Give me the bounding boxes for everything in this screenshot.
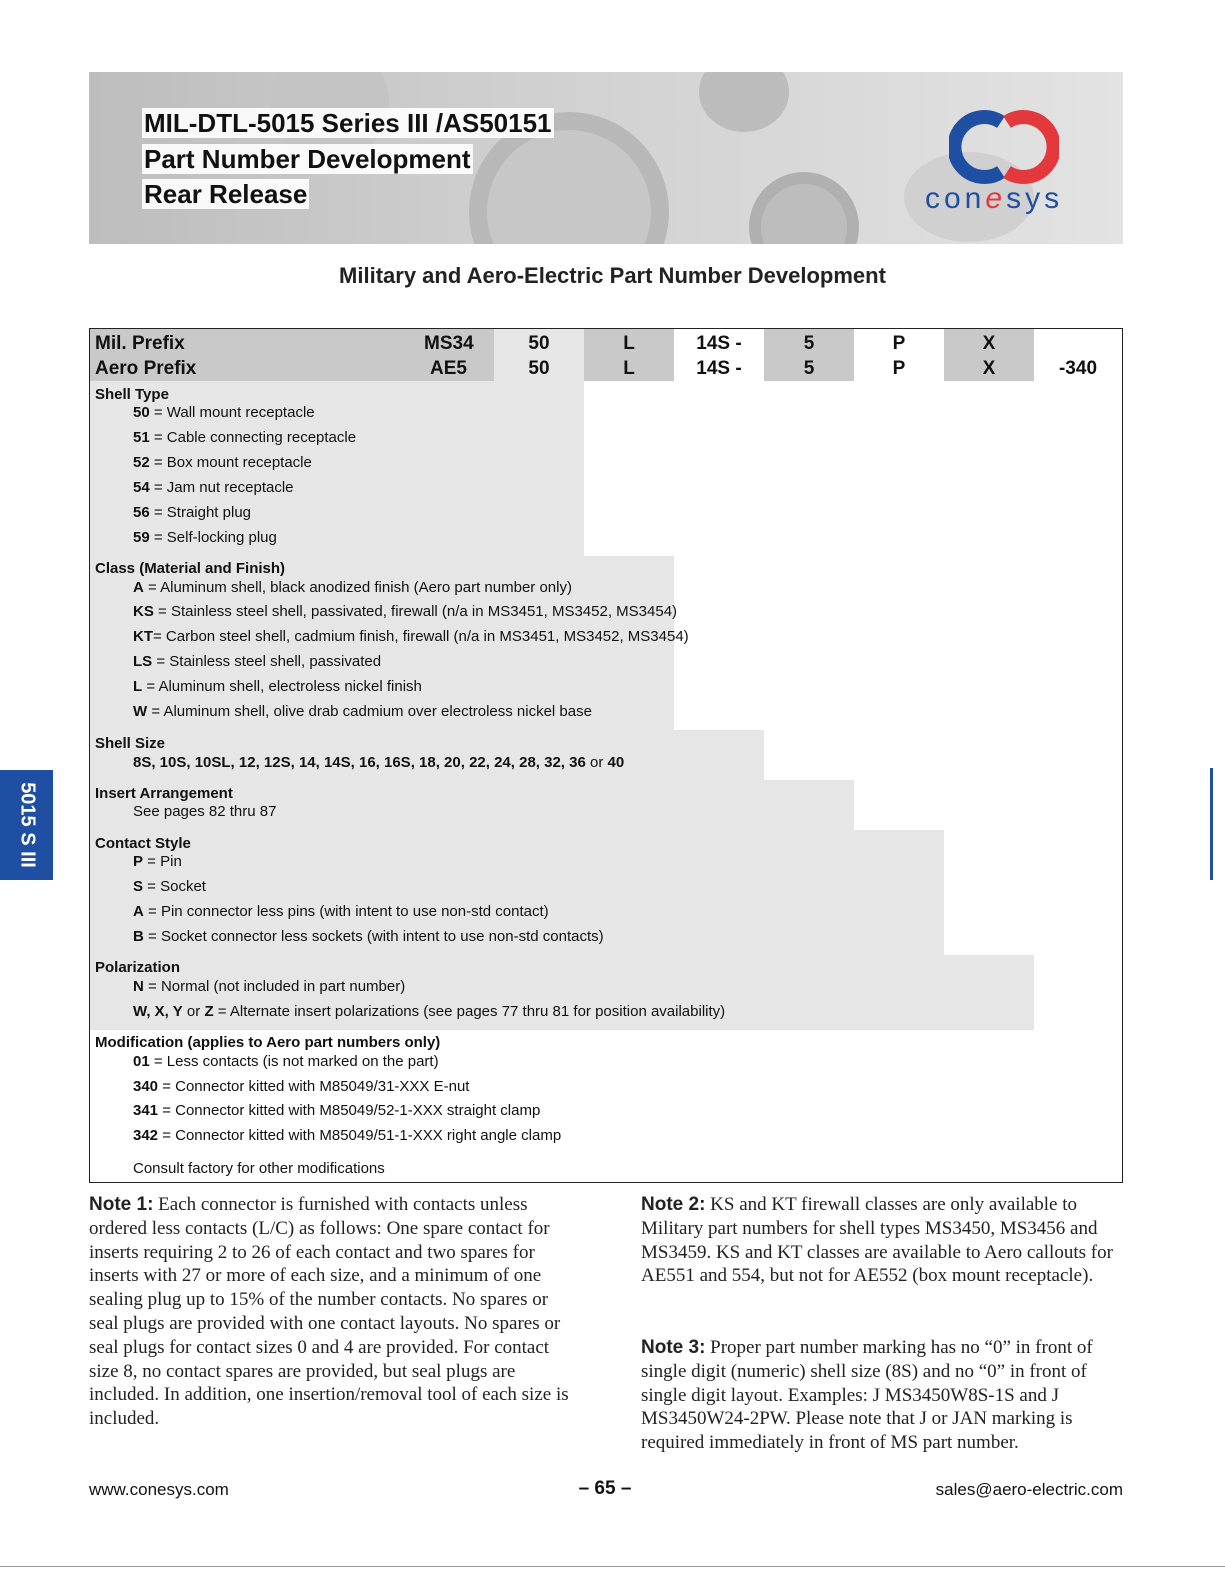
list-item: 01 = Less contacts (is not marked on the part) (133, 1053, 439, 1070)
connector-photo (699, 72, 789, 132)
page-number: – 65 – (578, 1478, 632, 1499)
aero-contact: P (892, 358, 906, 379)
section-title-contact-style: Contact Style (95, 835, 191, 852)
banner-title-line2: Part Number Development (144, 144, 471, 174)
list-item: N = Normal (not included in part number) (133, 978, 406, 995)
mil-class: L (623, 333, 635, 354)
modification-footer: Consult factory for other modifications (133, 1160, 385, 1177)
aero-prefix-label: Aero Prefix (95, 358, 197, 379)
list-item: P = Pin (133, 853, 182, 870)
note-1: Note 1: Each connector is furnished with contacts unless ordered less contacts (L/C) as follows: One spare contact for inserts requiring 2 to 26 of each contact and two spares for inserts with 27 or more of each size, and a minimum of one sealing plug up to 15% of the number contacts. No spares or seal plugs are provided with one contact layouts. No spares or seal plugs for contact sizes 0 and 4 are provided. For contact size 8, no contact spares are provided, but seal plugs are included. In addition, one insertion/removal tool of each size is included. (89, 1194, 569, 1430)
mil-prefix-label: Mil. Prefix (95, 333, 185, 354)
list-item: 340 = Connector kitted with M85049/31-XXX E-nut (133, 1078, 470, 1095)
aero-prefix-code: AE5 (430, 358, 467, 379)
list-item: A = Aluminum shell, black anodized finish (Aero part number only) (133, 579, 572, 596)
aero-class: L (623, 358, 635, 379)
list-item: 342 = Connector kitted with M85049/51-1-XXX right angle clamp (133, 1127, 562, 1144)
footer-website[interactable]: www.conesys.com (89, 1480, 229, 1499)
list-item: KS = Stainless steel shell, passivated, firewall (n/a in MS3451, MS3452, MS3454) (133, 603, 678, 620)
list-item: 59 = Self-locking plug (133, 529, 277, 546)
conesys-logo-icon (949, 102, 1059, 192)
aero-polarization: X (982, 358, 996, 379)
banner-title-line1: MIL-DTL-5015 Series III /AS50151 (144, 108, 552, 138)
shell-size-list: 8S, 10S, 10SL, 12, 12S, 14, 14S, 16, 16S, 18, 20, 22, 24, 28, 32, 36 or 40 (133, 754, 625, 771)
header-banner (89, 72, 1123, 244)
part-number-table (89, 328, 1123, 1183)
conesys-logo-text: conesys (925, 182, 1064, 215)
list-item: B = Socket connector less sockets (with intent to use non-std contacts) (133, 928, 604, 945)
mil-shell-size: 14S - (696, 333, 742, 354)
aero-modification: -340 (1058, 358, 1098, 379)
mil-contact: P (892, 333, 906, 354)
section-title-modification: Modification (applies to Aero part numbers only) (95, 1034, 441, 1051)
banner-title-line3: Rear Release (144, 179, 308, 209)
section-title-class: Class (Material and Finish) (95, 560, 286, 577)
list-item: 54 = Jam nut receptacle (133, 479, 294, 496)
section-title-insert-arrangement: Insert Arrangement (95, 785, 233, 802)
mil-polarization: X (982, 333, 996, 354)
list-item: W = Aluminum shell, olive drab cadmium over electroless nickel base (133, 703, 592, 720)
section-title-shell-type: Shell Type (95, 386, 169, 403)
footer-email[interactable]: sales@aero-electric.com (935, 1480, 1123, 1499)
aero-insert: 5 (803, 358, 815, 379)
mil-prefix-code: MS34 (424, 333, 474, 354)
list-item: A = Pin connector less pins (with intent to use non-std contact) (133, 903, 549, 920)
section-side-tab: 5015 S III (0, 770, 53, 880)
list-item: W, X, Y or Z = Alternate insert polarizations (see pages 77 thru 81 for position availability) (133, 1003, 726, 1020)
list-item: L = Aluminum shell, electroless nickel finish (133, 678, 422, 695)
list-item: S = Socket (133, 878, 206, 895)
section-title-shell-size: Shell Size (95, 735, 166, 752)
mil-shell-type: 50 (528, 333, 550, 354)
list-item: 56 = Straight plug (133, 504, 252, 521)
list-item: 52 = Box mount receptacle (133, 454, 312, 471)
aero-shell-size: 14S - (696, 358, 742, 379)
insert-arrangement-text: See pages 82 thru 87 (133, 803, 277, 820)
list-item: 341 = Connector kitted with M85049/52-1-XXX straight clamp (133, 1102, 541, 1119)
note-2: Note 2: KS and KT firewall classes are only available to Military part numbers for shell types MS3450, MS3456 and MS3459. KS and KT classes are available to Aero callouts for AE551 and 554, but not for AE552 (box mount receptacle). (641, 1194, 1113, 1287)
page-subtitle: Military and Aero-Electric Part Number Development (339, 263, 886, 288)
right-edge-marker (1210, 768, 1213, 880)
list-item: KT= Carbon steel shell, cadmium finish, firewall (n/a in MS3451, MS3452, MS3454) (133, 628, 689, 645)
list-item: 50 = Wall mount receptacle (133, 404, 315, 421)
list-item: 51 = Cable connecting receptacle (133, 429, 357, 446)
mil-insert: 5 (803, 333, 815, 354)
connector-photo (749, 172, 859, 244)
list-item: LS = Stainless steel shell, passivated (133, 653, 382, 670)
bottom-divider (0, 1566, 1225, 1567)
section-title-polarization: Polarization (95, 959, 181, 976)
aero-shell-type: 50 (528, 358, 550, 379)
note-3: Note 3: Proper part number marking has no “0” in front of single digit (numeric) shell size (8S) and no “0” in front of single digit layout. Examples: J MS3450W8S-1S and J MS3450W24-2PW. Please note that J or JAN marking is required immediately in front of MS part number. (641, 1337, 1093, 1454)
